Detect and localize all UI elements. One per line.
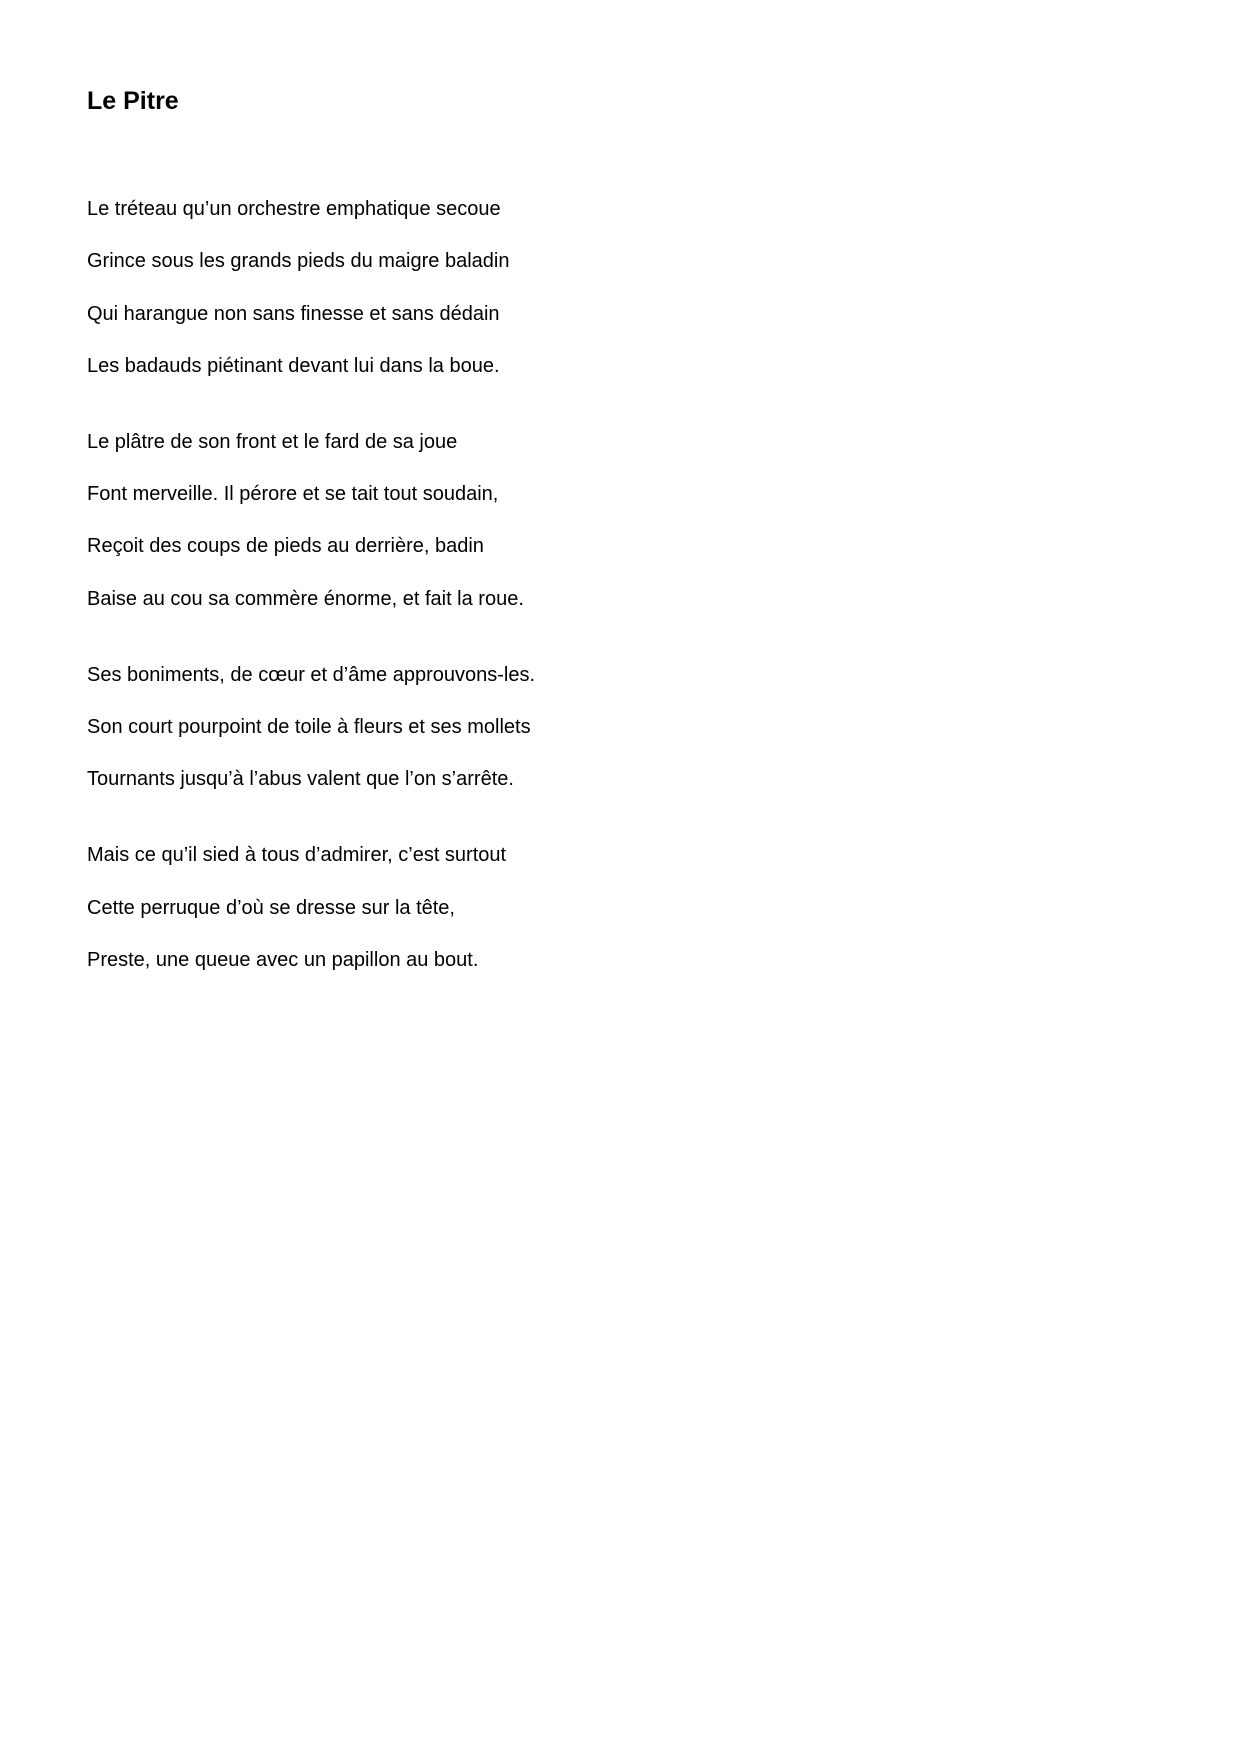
stanza-4 bbox=[87, 842, 987, 973]
poem-line: Baise au cou sa commère énorme, et fait la roue. bbox=[87, 587, 524, 610]
poem-line: Preste, une queue avec un papillon au bout. bbox=[87, 948, 479, 971]
poem-line: Reçoit des coups de pieds au derrière, badin bbox=[87, 535, 484, 558]
stanza-2 bbox=[87, 429, 987, 612]
poem-line: Le tréteau qu’un orchestre emphatique secoue bbox=[87, 198, 501, 220]
stanza-3 bbox=[87, 662, 987, 793]
poem-line: Ses boniments, de cœur et d’âme approuvons-les. bbox=[87, 663, 535, 686]
poem-line: Son court pourpoint de toile à fleurs et ses mollets bbox=[87, 716, 531, 739]
poem-line: Font merveille. Il pérore et se tait tout soudain, bbox=[87, 483, 499, 506]
poem-title: Le Pitre bbox=[87, 87, 179, 115]
poem-line: Tournants jusqu’à l’abus valent que l’on s’arrête. bbox=[87, 768, 514, 791]
poem-line: Grince sous les grands pieds du maigre baladin bbox=[87, 250, 510, 273]
stanza-1 bbox=[87, 196, 987, 379]
poem-line: Qui harangue non sans finesse et sans dédain bbox=[87, 302, 500, 325]
poem-body bbox=[87, 196, 987, 1023]
poem-line: Mais ce qu’il sied à tous d’admirer, c’est surtout bbox=[87, 844, 507, 867]
poem-line: Cette perruque d’où se dresse sur la tête, bbox=[87, 896, 455, 919]
poem-line: Le plâtre de son front et le fard de sa joue bbox=[87, 430, 458, 453]
poem-line: Les badauds piétinant devant lui dans la boue. bbox=[87, 354, 500, 377]
